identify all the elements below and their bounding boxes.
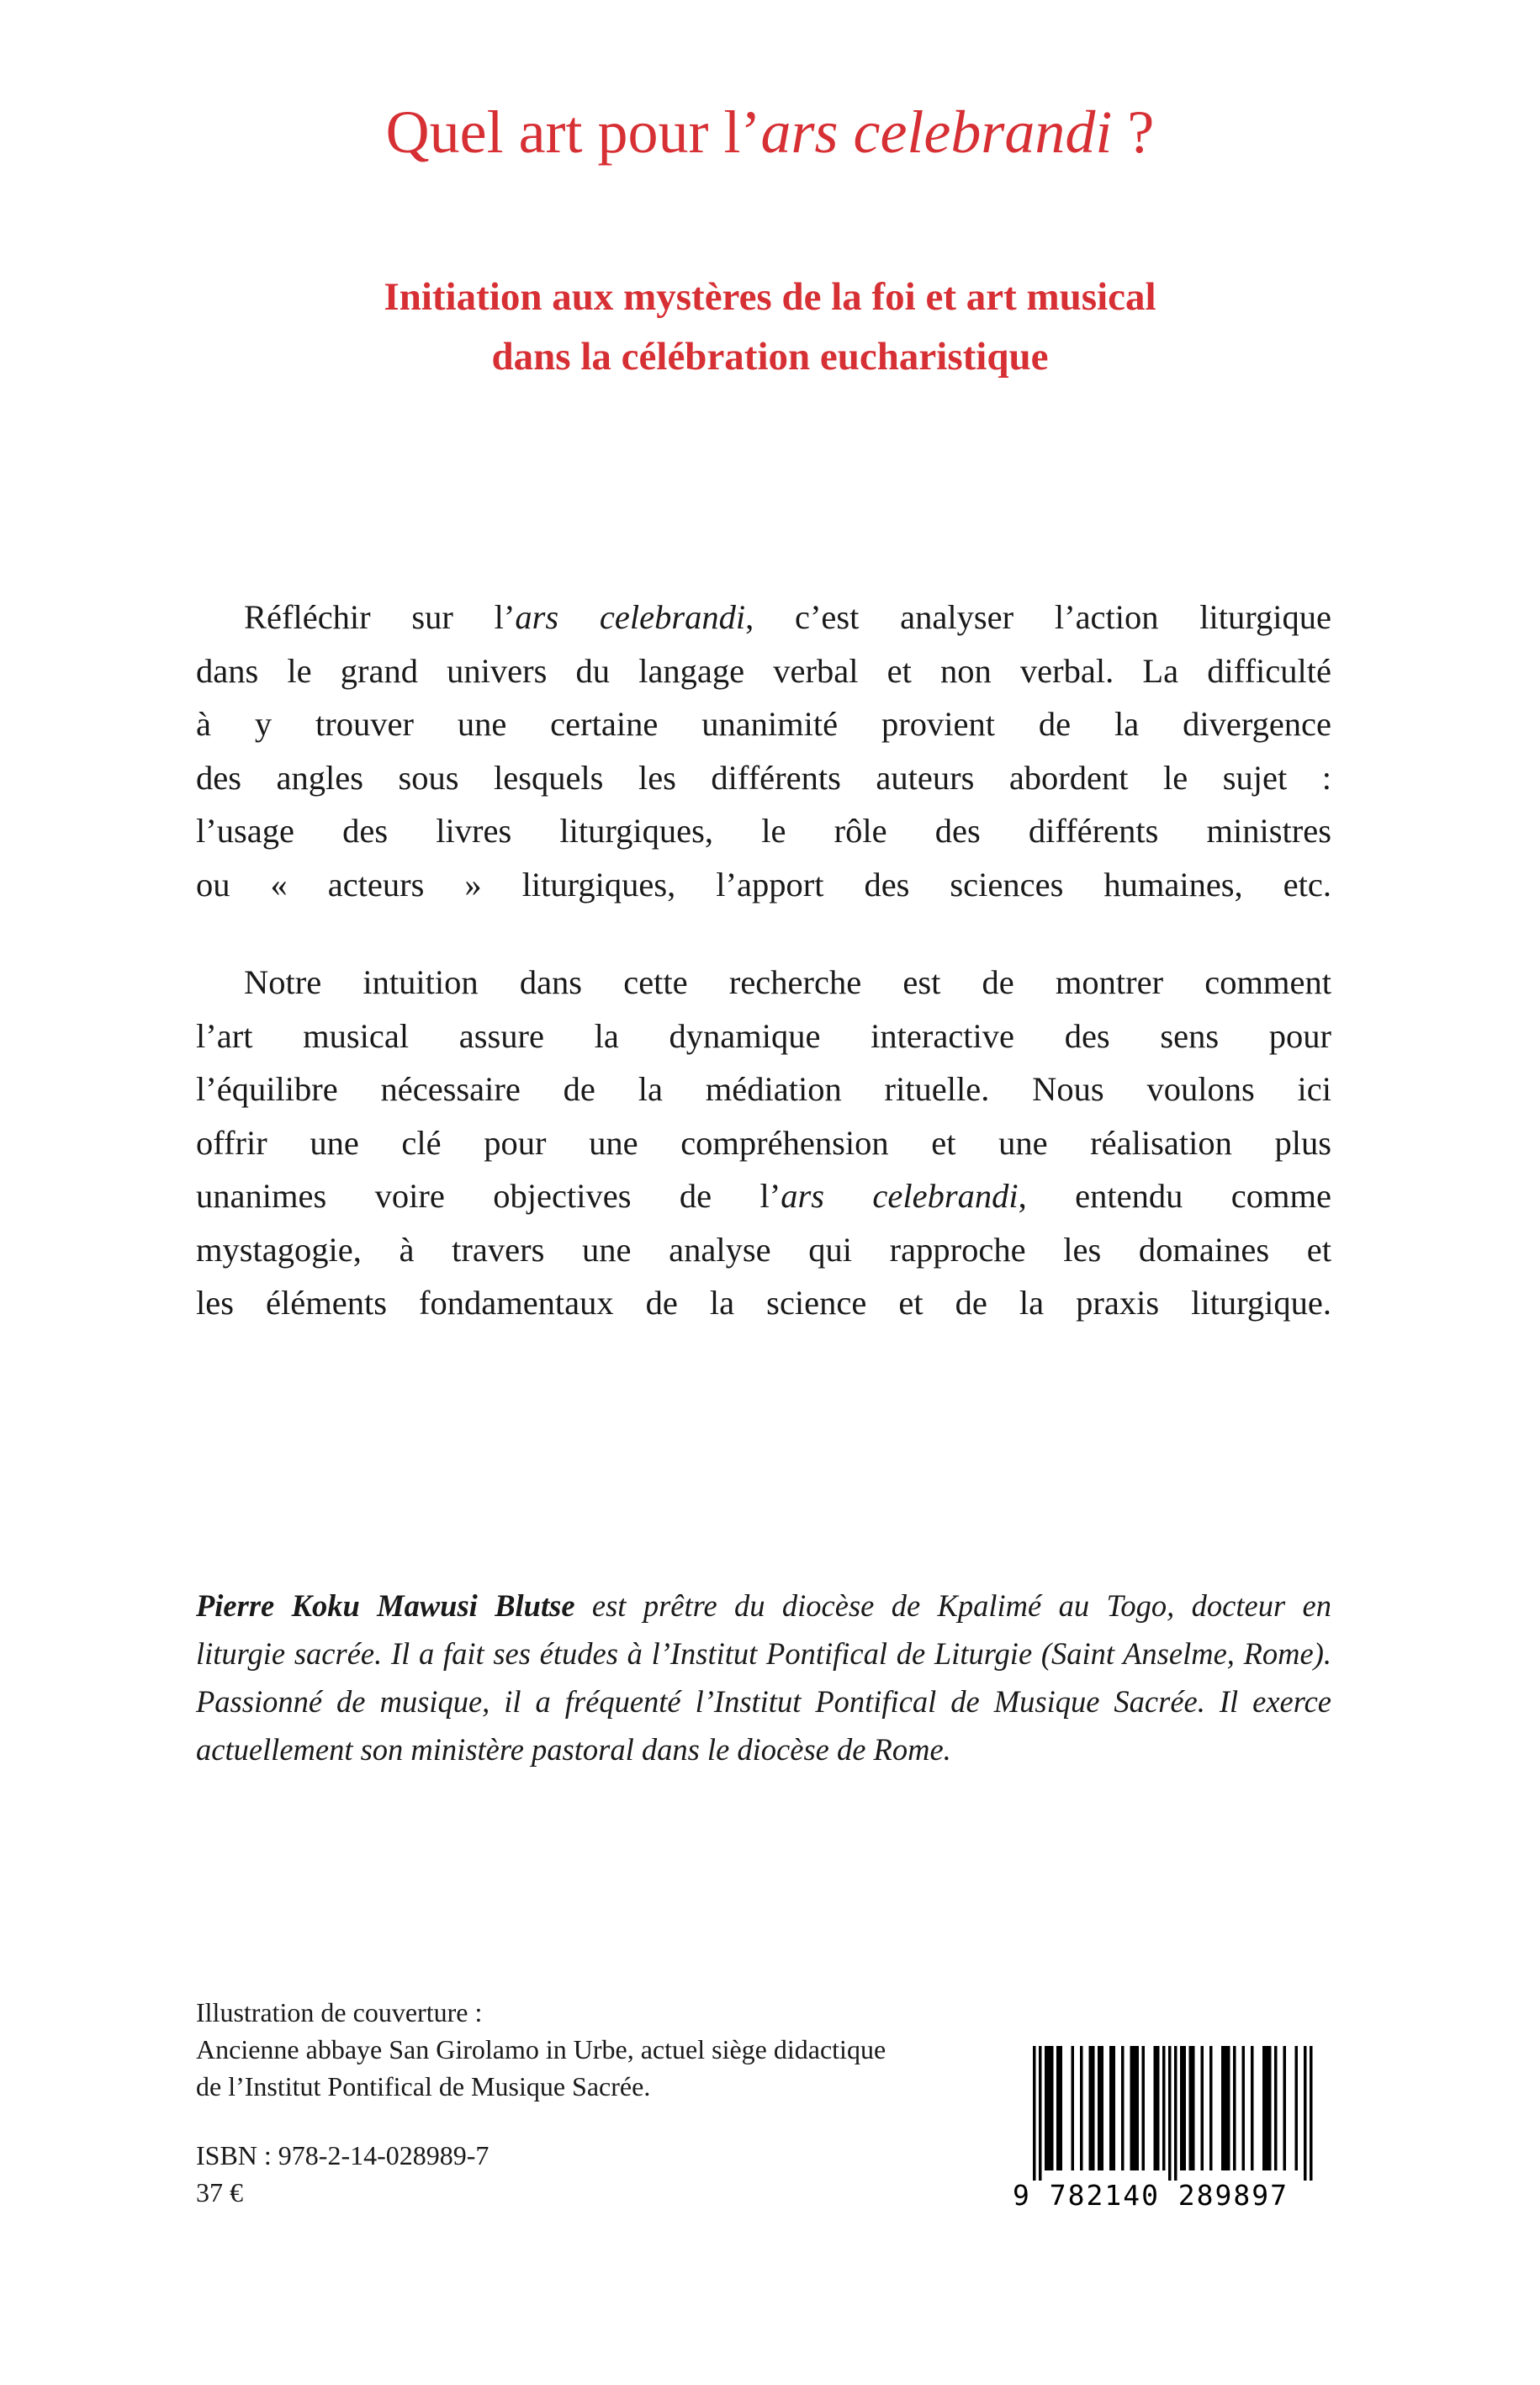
author-name: Pierre Koku Mawusi Blutse: [196, 1588, 575, 1623]
barcode-bar: [1201, 2046, 1204, 2170]
book-subtitle: [0, 268, 1540, 387]
text-span: est prêtre du diocèse de Kpalimé au Togo, docteur en: [574, 1588, 1331, 1623]
paragraph-line: dans le grand univers du langage verbal et non verbal. La difficulté: [196, 651, 1331, 690]
cover-credit-line: de l’Institut Pontifical de Musique Sacrée.: [196, 2071, 651, 2101]
paragraph-line: l’art musical assure la dynamique interactive des sens pour: [196, 1016, 1331, 1055]
barcode-bar: [1162, 2046, 1166, 2170]
barcode-bar: [1233, 2046, 1236, 2170]
paragraph-line: l’usage des livres liturgiques, le rôle des différents ministres: [196, 812, 1331, 850]
book-title: [0, 99, 1540, 166]
barcode-bar: [1045, 2046, 1048, 2170]
bio-line: [196, 1582, 1331, 1630]
barcode-bar: [1156, 2046, 1160, 2170]
barcode-bar: [1242, 2046, 1246, 2170]
barcode-bar: [1154, 2046, 1157, 2170]
paragraph-line: l’équilibre nécessaire de la médiation rituelle. Nous voulons ici: [196, 1070, 1331, 1108]
isbn-barcode: [1013, 2046, 1329, 2212]
text-span: Réfléchir sur l’: [244, 598, 516, 636]
barcode-bar: [1080, 2046, 1083, 2170]
subtitle-line-2: dans la célébration eucharistique: [491, 335, 1049, 379]
isbn: ISBN : 978-2-14-028989-7: [196, 2140, 490, 2170]
cover-credit-line: Ancienne abbaye San Girolamo in Urbe, actuel siège didactique: [196, 2034, 886, 2064]
barcode-bar: [1101, 2046, 1104, 2170]
barcode-bar: [1266, 2046, 1269, 2170]
paragraph-line: les éléments fondamentaux de la science et de la praxis liturgique.: [196, 1284, 1331, 1322]
paragraph-line: ou « acteurs » liturgiques, l’apport des sciences humaines, etc.: [196, 865, 1331, 904]
barcode-bar: [1109, 2046, 1113, 2170]
barcode-bars: [1013, 2046, 1329, 2181]
barcode-bar: [1310, 2046, 1313, 2181]
barcode-bar: [1274, 2046, 1278, 2170]
barcode-bar: [1283, 2046, 1287, 2170]
barcode-bar: [1121, 2046, 1125, 2170]
barcode-bar: [1133, 2046, 1136, 2170]
barcode-bar: [1072, 2046, 1075, 2170]
paragraph-line: Notre intuition dans cette recherche est de montrer comment: [244, 963, 1331, 1001]
barcode-bar: [1268, 2046, 1272, 2170]
bio-line: actuellement son ministère pastoral dans le diocèse de Rome.: [196, 1732, 951, 1767]
barcode-bar: [1050, 2046, 1054, 2170]
barcode-bar: [1168, 2046, 1172, 2181]
subtitle-line-1: Initiation aux mystères de la foi et art musical: [384, 275, 1156, 319]
title-prefix: Quel art pour l’: [385, 98, 761, 166]
bio-line: liturgie sacrée. Il a fait ses études à l’Institut Pontifical de Liturgie (Saint Anselme, Rome).: [196, 1636, 1331, 1671]
barcode-bar: [1262, 2046, 1266, 2170]
summary-paragraph-2: [196, 956, 1331, 1330]
text-span: , entendu comme: [1018, 1177, 1332, 1215]
book-meta: [196, 2137, 489, 2211]
text-span: unanimes voire objectives de l’: [196, 1177, 781, 1215]
italic-term: ars celebrandi: [781, 1177, 1019, 1215]
barcode-bar: [1098, 2046, 1101, 2170]
barcode-bar: [1048, 2046, 1051, 2170]
barcode-bar: [1295, 2046, 1299, 2170]
text-span: , c’est analyser l’action liturgique: [745, 598, 1332, 636]
barcode-bar: [1033, 2046, 1036, 2181]
cover-credit-label: Illustration de couverture :: [196, 1997, 483, 2027]
barcode-bar: [1039, 2046, 1042, 2181]
barcode-bar: [1174, 2046, 1177, 2181]
barcode-bar: [1209, 2046, 1213, 2170]
paragraph-line: [196, 1169, 1331, 1223]
barcode-bar: [1113, 2046, 1116, 2170]
cover-credit: [196, 1994, 886, 2105]
barcode-bar: [1183, 2046, 1187, 2170]
barcode-bar: [1060, 2046, 1063, 2170]
summary-paragraph-1: [196, 591, 1331, 911]
paragraph-line: [196, 591, 1331, 644]
barcode-bar: [1089, 2046, 1093, 2170]
barcode-bar: [1092, 2046, 1095, 2170]
title-italic: ars celebrandi: [760, 98, 1113, 166]
barcode-bar: [1225, 2046, 1228, 2170]
barcode-bar: [1056, 2046, 1060, 2170]
bio-line: Passionné de musique, il a fréquenté l’Institut Pontifical de Musique Sacrée. Il exerce: [196, 1684, 1331, 1719]
barcode-bar: [1251, 2046, 1254, 2170]
barcode-digits: 9 782140 289897: [1013, 2179, 1289, 2212]
italic-term: ars celebrandi: [515, 598, 746, 636]
barcode-bar: [1180, 2046, 1183, 2170]
price: 37 €: [196, 2177, 243, 2207]
barcode-bar: [1304, 2046, 1307, 2181]
paragraph-line: offrir une clé pour une compréhension et une réalisation plus: [196, 1123, 1331, 1162]
paragraph-line: mystagogie, à travers une analyse qui rapproche les domaines et: [196, 1230, 1331, 1269]
paragraph-line: à y trouver une certaine unanimité provient de la divergence: [196, 705, 1331, 743]
barcode-bar: [1130, 2046, 1134, 2170]
author-bio: [196, 1582, 1331, 1773]
barcode-bar: [1227, 2046, 1230, 2170]
barcode-bar: [1189, 2046, 1193, 2170]
barcode-bar: [1136, 2046, 1140, 2170]
barcode-bar: [1142, 2046, 1146, 2170]
barcode-bar: [1192, 2046, 1195, 2170]
barcode-bar: [1221, 2046, 1225, 2170]
paragraph-line: des angles sous lesquels les différents auteurs abordent le sujet :: [196, 758, 1331, 797]
title-suffix: ?: [1112, 98, 1155, 166]
